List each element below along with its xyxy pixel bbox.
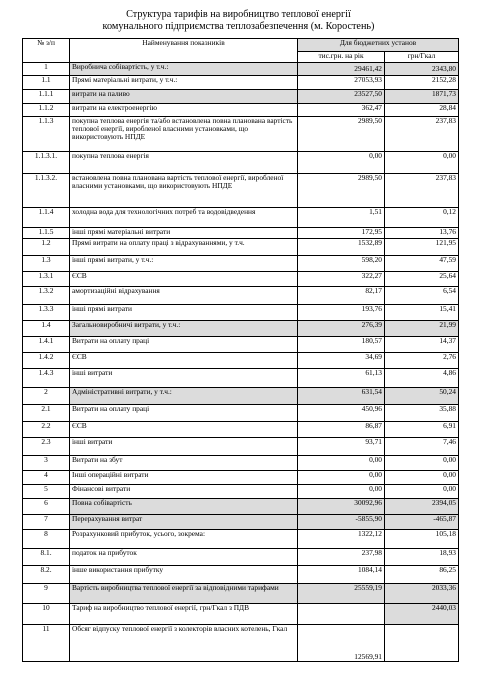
row-indicator-name: інші прямі витрати, у т.ч.: [70, 256, 298, 272]
row-number: 2.2 [23, 422, 70, 438]
row-value-thousand-uah: 362,47 [298, 104, 385, 117]
row-value-uah-per-gcal: 6,91 [385, 422, 459, 438]
row-value-uah-per-gcal: 2440,03 [385, 604, 459, 625]
row-number: 1.1.5 [23, 228, 70, 239]
table-row [23, 515, 459, 530]
table-row [23, 76, 459, 90]
row-number: 2 [23, 388, 70, 405]
row-indicator-name: витрати на електроенергію [70, 104, 298, 117]
row-indicator-name: Обсяг відпуску теплової енергії з колекторів власних котелень, Гкал [70, 625, 298, 662]
row-value-thousand-uah: 93,71 [298, 438, 385, 456]
row-value-thousand-uah: 598,20 [298, 256, 385, 272]
row-number: 7 [23, 515, 70, 530]
table-row [23, 422, 459, 438]
row-value-thousand-uah: 29461,42 [298, 63, 385, 76]
table-row [23, 471, 459, 485]
row-number: 8.2. [23, 566, 70, 584]
row-value-thousand-uah: 450,96 [298, 405, 385, 422]
table-row [23, 305, 459, 321]
row-number: 4 [23, 471, 70, 485]
table-row [23, 456, 459, 471]
row-value-uah-per-gcal: 21,99 [385, 321, 459, 337]
row-value-uah-per-gcal: 25,64 [385, 272, 459, 287]
row-value-thousand-uah: 1,51 [298, 208, 385, 228]
row-value-uah-per-gcal: 1871,73 [385, 90, 459, 104]
row-indicator-name: ЄСВ [70, 353, 298, 369]
row-number: 6 [23, 499, 70, 515]
row-value-uah-per-gcal: 0,00 [385, 485, 459, 499]
row-indicator-name: інші витрати [70, 438, 298, 456]
table-row [23, 90, 459, 104]
row-value-thousand-uah: 276,39 [298, 321, 385, 337]
row-value-thousand-uah: 25559,19 [298, 584, 385, 604]
row-value-uah-per-gcal: 28,84 [385, 104, 459, 117]
row-number: 1.4 [23, 321, 70, 337]
row-value-thousand-uah: 1532,89 [298, 239, 385, 256]
row-indicator-name: ЄСВ [70, 422, 298, 438]
row-indicator-name: Виробнича собівартість, у т.ч.: [70, 63, 298, 76]
row-indicator-name: Витрати на збут [70, 456, 298, 471]
table-row [23, 256, 459, 272]
row-number: 2.3 [23, 438, 70, 456]
row-indicator-name: витрати на паливо [70, 90, 298, 104]
table-row [23, 174, 459, 208]
row-value-uah-per-gcal [385, 625, 459, 662]
table-row [23, 584, 459, 604]
table-row [23, 239, 459, 256]
table-row [23, 208, 459, 228]
table-row [23, 566, 459, 584]
row-value-uah-per-gcal: -465,87 [385, 515, 459, 530]
table-row [23, 228, 459, 239]
table-row [23, 353, 459, 369]
title-line-2: комунального підприємства теплозабезпечення (м. Коростень) [102, 21, 375, 32]
row-value-uah-per-gcal: 7,46 [385, 438, 459, 456]
table-row [23, 337, 459, 353]
row-value-thousand-uah: 23527,50 [298, 90, 385, 104]
row-number: 8.1. [23, 549, 70, 566]
row-number: 1.1 [23, 76, 70, 90]
row-indicator-name: Витрати на оплату праці [70, 405, 298, 422]
row-value-uah-per-gcal: 2394,05 [385, 499, 459, 515]
row-number: 9 [23, 584, 70, 604]
row-value-uah-per-gcal: 2343,80 [385, 63, 459, 76]
row-indicator-name: встановлена повна планована вартість теплової енергії, виробленої власними установками, що використовують НПДЕ [70, 174, 298, 208]
table-row [23, 499, 459, 515]
table-row [23, 63, 459, 76]
row-number: 1 [23, 63, 70, 76]
row-value-uah-per-gcal: 18,93 [385, 549, 459, 566]
row-value-uah-per-gcal: 0,12 [385, 208, 459, 228]
row-indicator-name: податок на прибуток [70, 549, 298, 566]
row-number: 1.1.1 [23, 90, 70, 104]
table-row [23, 272, 459, 287]
row-value-thousand-uah: 631,54 [298, 388, 385, 405]
row-number: 1.1.3.2. [23, 174, 70, 208]
table-row [23, 104, 459, 117]
header-thousand-uah-per-year: тис.грн. на рік [298, 52, 385, 63]
table-row [23, 530, 459, 549]
row-value-thousand-uah: 0,00 [298, 485, 385, 499]
table-row [23, 438, 459, 456]
row-indicator-name: інше використання прибутку [70, 566, 298, 584]
row-value-thousand-uah: 27053,93 [298, 76, 385, 90]
row-indicator-name: інші витрати [70, 369, 298, 388]
row-value-thousand-uah: 180,57 [298, 337, 385, 353]
row-value-uah-per-gcal: 2033,36 [385, 584, 459, 604]
row-value-thousand-uah: 237,98 [298, 549, 385, 566]
header-indicator-name: Найменування показників [70, 39, 298, 63]
row-value-thousand-uah: 0,00 [298, 152, 385, 174]
row-value-uah-per-gcal: 47,59 [385, 256, 459, 272]
row-number: 10 [23, 604, 70, 625]
row-value-thousand-uah: 2989,50 [298, 174, 385, 208]
row-value-uah-per-gcal: 86,25 [385, 566, 459, 584]
row-indicator-name: Перерахування витрат [70, 515, 298, 530]
table-row [23, 117, 459, 152]
row-value-thousand-uah: 193,76 [298, 305, 385, 321]
row-number: 8 [23, 530, 70, 549]
row-number: 11 [23, 625, 70, 662]
row-number: 1.2 [23, 239, 70, 256]
row-value-thousand-uah: -5855,90 [298, 515, 385, 530]
row-number: 1.1.3.1. [23, 152, 70, 174]
row-value-thousand-uah: 0,00 [298, 471, 385, 485]
row-value-thousand-uah [298, 604, 385, 625]
row-value-thousand-uah: 322,27 [298, 272, 385, 287]
row-value-thousand-uah: 1322,12 [298, 530, 385, 549]
row-number: 1.1.2 [23, 104, 70, 117]
row-indicator-name: Інші операційні витрати [70, 471, 298, 485]
table-row [23, 369, 459, 388]
row-indicator-name: ЄСВ [70, 272, 298, 287]
table-row [23, 287, 459, 305]
row-number: 3 [23, 456, 70, 471]
document-title [0, 9, 477, 33]
table-row [23, 388, 459, 405]
row-value-uah-per-gcal: 4,86 [385, 369, 459, 388]
row-number: 1.4.1 [23, 337, 70, 353]
table-row [23, 405, 459, 422]
header-budget-institutions: Для бюджетних установ [298, 39, 459, 52]
row-value-thousand-uah: 30092,96 [298, 499, 385, 515]
row-value-thousand-uah: 34,69 [298, 353, 385, 369]
table-row [23, 152, 459, 174]
header-number: № з/п [23, 39, 70, 63]
title-line-1: Структура тарифів на виробництво теплової енергії [126, 9, 351, 20]
row-number: 1.4.3 [23, 369, 70, 388]
row-value-uah-per-gcal: 0,00 [385, 456, 459, 471]
row-indicator-name: Розрахунковий прибуток, усього, зокрема: [70, 530, 298, 549]
row-number: 1.3 [23, 256, 70, 272]
row-value-thousand-uah: 86,87 [298, 422, 385, 438]
row-number: 1.4.2 [23, 353, 70, 369]
row-number: 2.1 [23, 405, 70, 422]
row-indicator-name: інші прямі матеріальні витрати [70, 228, 298, 239]
row-indicator-name: Прямі витрати на оплату праці з відрахуваннями, у т.ч. [70, 239, 298, 256]
row-indicator-name: холодна вода для технологічних потреб та водовідведення [70, 208, 298, 228]
row-number: 1.1.3 [23, 117, 70, 152]
row-value-thousand-uah: 12569,91 [298, 625, 385, 662]
row-value-uah-per-gcal: 50,24 [385, 388, 459, 405]
row-indicator-name: Повна собівартість [70, 499, 298, 515]
row-indicator-name: Адміністративні витрати, у т.ч.: [70, 388, 298, 405]
row-indicator-name: амортизаційні відрахування [70, 287, 298, 305]
row-value-uah-per-gcal: 35,88 [385, 405, 459, 422]
header-uah-per-gcal: грн/Гкал [385, 52, 459, 63]
row-value-uah-per-gcal: 2,76 [385, 353, 459, 369]
table-row [23, 321, 459, 337]
row-indicator-name: Вартість виробництва теплової енергії за відповідними тарифами [70, 584, 298, 604]
row-value-thousand-uah: 61,13 [298, 369, 385, 388]
table-row [23, 485, 459, 499]
row-number: 1.3.2 [23, 287, 70, 305]
row-number: 1.1.4 [23, 208, 70, 228]
row-value-uah-per-gcal: 237,83 [385, 174, 459, 208]
row-value-uah-per-gcal: 121,95 [385, 239, 459, 256]
row-value-thousand-uah: 172,95 [298, 228, 385, 239]
row-number: 1.3.1 [23, 272, 70, 287]
row-value-uah-per-gcal: 6,54 [385, 287, 459, 305]
row-value-uah-per-gcal: 105,18 [385, 530, 459, 549]
row-value-thousand-uah: 2989,50 [298, 117, 385, 152]
row-indicator-name: інші прямі витрати [70, 305, 298, 321]
row-indicator-name: покупна теплова енергія та/або встановлена повна планована вартість теплової енергії, виробленої власними установками, що використовують НПДЕ [70, 117, 298, 152]
table-row [23, 549, 459, 566]
row-value-thousand-uah: 1084,14 [298, 566, 385, 584]
row-value-thousand-uah: 0,00 [298, 456, 385, 471]
row-number: 5 [23, 485, 70, 499]
row-value-thousand-uah: 82,17 [298, 287, 385, 305]
row-indicator-name: покупна теплова енергія [70, 152, 298, 174]
table-body [23, 63, 459, 662]
row-value-uah-per-gcal: 14,37 [385, 337, 459, 353]
row-value-uah-per-gcal: 15,41 [385, 305, 459, 321]
row-value-uah-per-gcal: 237,83 [385, 117, 459, 152]
row-indicator-name: Тариф на виробництво теплової енергії, грн/Гкал з ПДВ [70, 604, 298, 625]
table-row [23, 625, 459, 662]
row-value-uah-per-gcal: 0,00 [385, 152, 459, 174]
row-value-uah-per-gcal: 0,00 [385, 471, 459, 485]
row-indicator-name: Фінансові витрати [70, 485, 298, 499]
row-indicator-name: Витрати на оплату праці [70, 337, 298, 353]
tariff-structure-table [22, 38, 459, 662]
row-indicator-name: Загальновиробничі витрати, у т.ч.: [70, 321, 298, 337]
row-value-uah-per-gcal: 2152,28 [385, 76, 459, 90]
row-indicator-name: Прямі матеріальні витрати, у т.ч.: [70, 76, 298, 90]
row-value-uah-per-gcal: 13,76 [385, 228, 459, 239]
table-row [23, 604, 459, 625]
row-number: 1.3.3 [23, 305, 70, 321]
